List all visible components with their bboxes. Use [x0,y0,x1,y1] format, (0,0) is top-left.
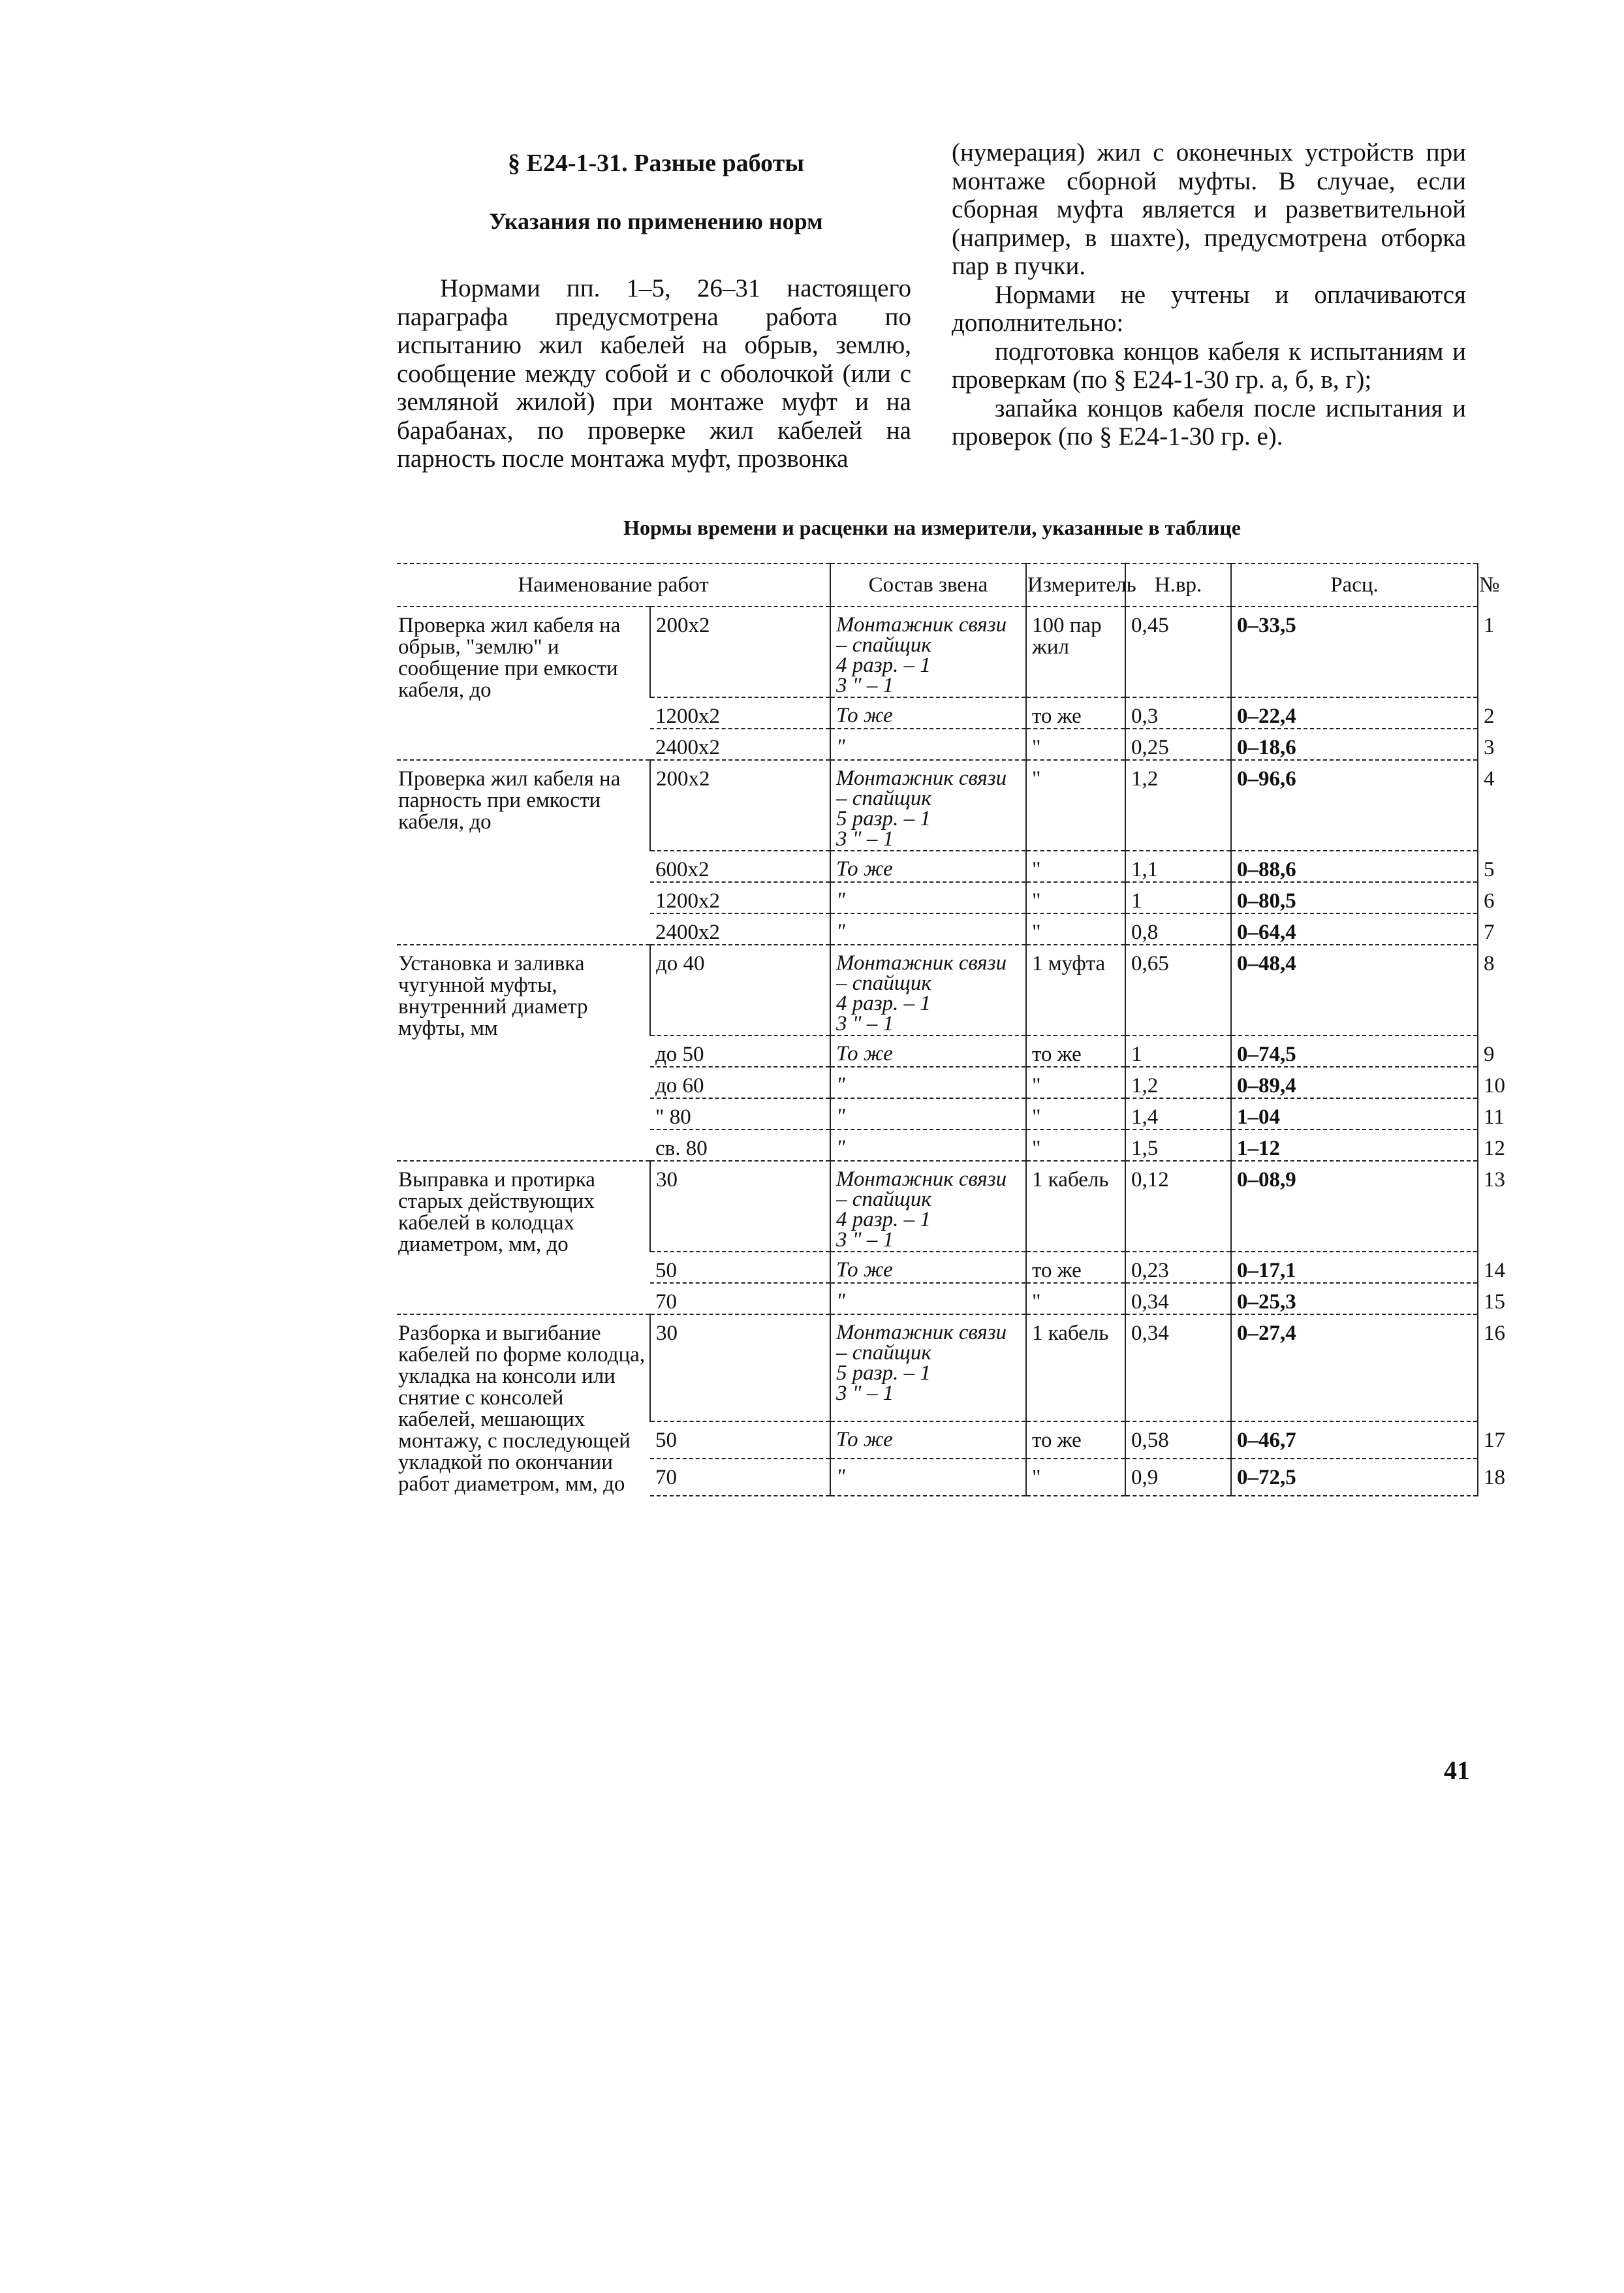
crew-cell: " [830,1067,1026,1098]
work-name-cell: Разборка и выгибание кабелей по форме колодца, укладка на консоли или снятие с консолей кабелей, мешающих монтажу, с последующей укладкой по окончании работ диаметром, мм, до [397,1314,650,1496]
page-number: 41 [1444,1756,1470,1785]
table-row: 50 То же то же 0,23 0–17,1 14 [397,1252,1478,1283]
crew-cell: " [830,1283,1026,1314]
table-row: Разборка и выгибание кабелей по форме колодца, укладка на консоли или снятие с консолей кабелей, мешающих монтажу, с последующей укладкой по окончании работ диаметром, мм, до 30 Монтажник связи – спайщик 5 разр. – 1 3 " – 1 1 кабель 0,34 0–27,4 16 [397,1314,1478,1421]
table-title: Нормы времени и расценки на измерители, указанные в таблице [623,516,1241,539]
rate-cell: 0–88,6 [1231,851,1478,882]
table-row: Выправка и протирка старых действующих кабелей в колодцах диаметром, мм, до 30 Монтажник связи – спайщик 4 разр. – 1 3 " – 1 1 кабель 0,12 0–08,9 13 [397,1161,1478,1252]
paragraph: (нумерация) жил с оконечных устройств при монтаже сборной муфты. В случае, если сборная муфта является и разветвительной (например, в шахте), предусмотрена отборка пар в пучки. [952,138,1466,280]
table-row: до 60 " " 1,2 0–89,4 10 [397,1067,1478,1098]
norm-cell: 0,12 [1125,1161,1231,1252]
norm-cell: 1,5 [1125,1130,1231,1161]
unit-cell: то же [1026,697,1125,729]
crew-cell: " [830,729,1026,760]
header-unit: Измеритель [1026,563,1125,607]
param-cell: 70 [650,1459,830,1496]
rate-cell: 0–96,6 [1231,760,1478,851]
table-row: 2400x2 " " 0,25 0–18,6 3 [397,729,1478,760]
norm-cell: 1 [1125,882,1231,913]
norm-cell: 1,1 [1125,851,1231,882]
rate-cell: 0–33,5 [1231,607,1478,697]
right-text-column [952,138,1466,451]
param-cell: " 80 [650,1098,830,1130]
left-text-column [397,274,911,473]
crew-cell: То же [830,1036,1026,1067]
header-rate: Расц. [1231,563,1478,607]
table-row: Проверка жил кабеля на парность при емкости кабеля, до 200x2 Монтажник связи – спайщик 5 разр. – 1 3 " – 1 " 1,2 0–96,6 4 [397,760,1478,851]
crew-cell: " [830,1098,1026,1130]
header-crew: Состав звена [830,563,1026,607]
table-row: св. 80 " " 1,5 1–12 12 [397,1130,1478,1161]
norm-cell: 0,9 [1125,1459,1231,1496]
unit-cell: 100 пар жил [1026,607,1125,697]
crew-cell: Монтажник связи – спайщик 5 разр. – 1 3 " – 1 [830,760,1026,851]
table-row: " 80 " " 1,4 1–04 11 [397,1098,1478,1130]
rate-cell: 0–18,6 [1231,729,1478,760]
param-cell: 600x2 [650,851,830,882]
param-cell: 30 [650,1314,830,1421]
unit-cell: " [1026,1130,1125,1161]
crew-cell: То же [830,1421,1026,1459]
work-name-cell: Проверка жил кабеля на обрыв, "землю" и сообщение при емкости кабеля, до [397,607,650,760]
rate-cell: 0–72,5 [1231,1459,1478,1496]
table-row: до 50 То же то же 1 0–74,5 9 [397,1036,1478,1067]
param-cell: 2400x2 [650,729,830,760]
table-row: Проверка жил кабеля на обрыв, "землю" и сообщение при емкости кабеля, до 200x2 Монтажник связи – спайщик 4 разр. – 1 3 " – 1 100 пар жил 0,45 0–33,5 1 [397,607,1478,697]
table-row: 2400x2 " " 0,8 0–64,4 7 [397,913,1478,945]
param-cell: 200x2 [650,607,830,697]
paragraph: Нормами пп. 1–5, 26–31 настоящего параграфа предусмотрена работа по испытанию жил кабелей на обрыв, землю, сообщение между собой и с оболочкой (или с земляной жилой) при монтаже муфт и на барабанах, по проверке жил кабелей на парность после монтажа муфт, прозвонка [397,274,911,473]
unit-cell: 1 кабель [1026,1314,1125,1421]
rate-cell: 0–25,3 [1231,1283,1478,1314]
param-cell: 2400x2 [650,913,830,945]
norm-cell: 1,4 [1125,1098,1231,1130]
rate-cell: 0–74,5 [1231,1036,1478,1067]
header-norm: Н.вр. [1125,563,1231,607]
rate-cell: 0–46,7 [1231,1421,1478,1459]
param-cell: 1200x2 [650,697,830,729]
table-row: 70 " " 0,34 0–25,3 15 [397,1283,1478,1314]
norms-table [397,563,1506,1496]
norm-cell: 0,65 [1125,945,1231,1036]
crew-cell: " [830,1459,1026,1496]
unit-cell: " [1026,760,1125,851]
unit-cell: то же [1026,1252,1125,1283]
rate-cell: 0–48,4 [1231,945,1478,1036]
crew-cell: То же [830,1252,1026,1283]
param-cell: 50 [650,1421,830,1459]
norm-cell: 0,25 [1125,729,1231,760]
rate-cell: 0–08,9 [1231,1161,1478,1252]
crew-cell: Монтажник связи – спайщик 5 разр. – 1 3 " – 1 [830,1314,1026,1421]
crew-cell: " [830,1130,1026,1161]
rate-cell: 0–64,4 [1231,913,1478,945]
param-cell: св. 80 [650,1130,830,1161]
norm-cell: 1,2 [1125,1067,1231,1098]
table-row: 50 То же то же 0,58 0–46,7 17 [397,1421,1478,1459]
norms-table-container [397,563,1506,1496]
crew-cell: То же [830,851,1026,882]
work-name-cell: Установка и заливка чугунной муфты, внутренний диаметр муфты, мм [397,945,650,1161]
unit-cell: 1 муфта [1026,945,1125,1036]
table-row: 1200x2 " " 1 0–80,5 6 [397,882,1478,913]
rate-cell: 0–80,5 [1231,882,1478,913]
norm-cell: 0,8 [1125,913,1231,945]
rate-cell: 1–12 [1231,1130,1478,1161]
unit-cell: " [1026,882,1125,913]
param-cell: 70 [650,1283,830,1314]
rate-cell: 0–27,4 [1231,1314,1478,1421]
param-cell: до 40 [650,945,830,1036]
rate-cell: 0–89,4 [1231,1067,1478,1098]
unit-cell: " [1026,1283,1125,1314]
header-work-name: Наименование работ [397,563,830,607]
unit-cell: " [1026,1459,1125,1496]
norm-cell: 1,2 [1125,760,1231,851]
rate-cell: 0–22,4 [1231,697,1478,729]
crew-cell: Монтажник связи – спайщик 4 разр. – 1 3 " – 1 [830,945,1026,1036]
crew-cell: Монтажник связи – спайщик 4 разр. – 1 3 " – 1 [830,1161,1026,1252]
norm-cell: 0,45 [1125,607,1231,697]
unit-cell: 1 кабель [1026,1161,1125,1252]
section-title: § Е24-1-31. Разные работы [507,150,805,177]
unit-cell: " [1026,1098,1125,1130]
norm-cell: 0,34 [1125,1314,1231,1421]
unit-cell: " [1026,1067,1125,1098]
param-cell: до 50 [650,1036,830,1067]
table-header-row: Наименование работ Состав звена Измеритель Н.вр. Расц. № [397,563,1478,607]
norm-cell: 0,34 [1125,1283,1231,1314]
norm-cell: 0,3 [1125,697,1231,729]
param-cell: 200x2 [650,760,830,851]
section-subtitle: Указания по применению норм [489,208,823,234]
table-row: 1200x2 То же то же 0,3 0–22,4 2 [397,697,1478,729]
table-body [397,607,1506,1496]
crew-cell: Монтажник связи – спайщик 4 разр. – 1 3 " – 1 [830,607,1026,697]
crew-cell: " [830,913,1026,945]
table-row: Установка и заливка чугунной муфты, внутренний диаметр муфты, мм до 40 Монтажник связи – спайщик 4 разр. – 1 3 " – 1 1 муфта 0,65 0–48,4 8 [397,945,1478,1036]
crew-cell: То же [830,697,1026,729]
paragraph: Нормами не учтены и оплачиваются дополнительно: [952,280,1466,337]
norm-cell: 0,58 [1125,1421,1231,1459]
paragraph: подготовка концов кабеля к испытаниям и проверкам (по § Е24-1-30 гр. а, б, в, г); [952,337,1466,394]
work-name-cell: Выправка и протирка старых действующих кабелей в колодцах диаметром, мм, до [397,1161,650,1314]
param-cell: 50 [650,1252,830,1283]
crew-cell: " [830,882,1026,913]
table-row: 70 " " 0,9 0–72,5 18 [397,1459,1478,1496]
param-cell: 30 [650,1161,830,1252]
work-name-cell: Проверка жил кабеля на парность при емкости кабеля, до [397,760,650,945]
unit-cell: " [1026,729,1125,760]
norm-cell: 0,23 [1125,1252,1231,1283]
table-row: 600x2 То же " 1,1 0–88,6 5 [397,851,1478,882]
unit-cell: " [1026,851,1125,882]
param-cell: 1200x2 [650,882,830,913]
unit-cell: " [1026,913,1125,945]
rate-cell: 1–04 [1231,1098,1478,1130]
paragraph: запайка концов кабеля после испытания и проверок (по § Е24-1-30 гр. е). [952,394,1466,451]
unit-cell: то же [1026,1036,1125,1067]
rate-cell: 0–17,1 [1231,1252,1478,1283]
param-cell: до 60 [650,1067,830,1098]
unit-cell: то же [1026,1421,1125,1459]
norm-cell: 1 [1125,1036,1231,1067]
